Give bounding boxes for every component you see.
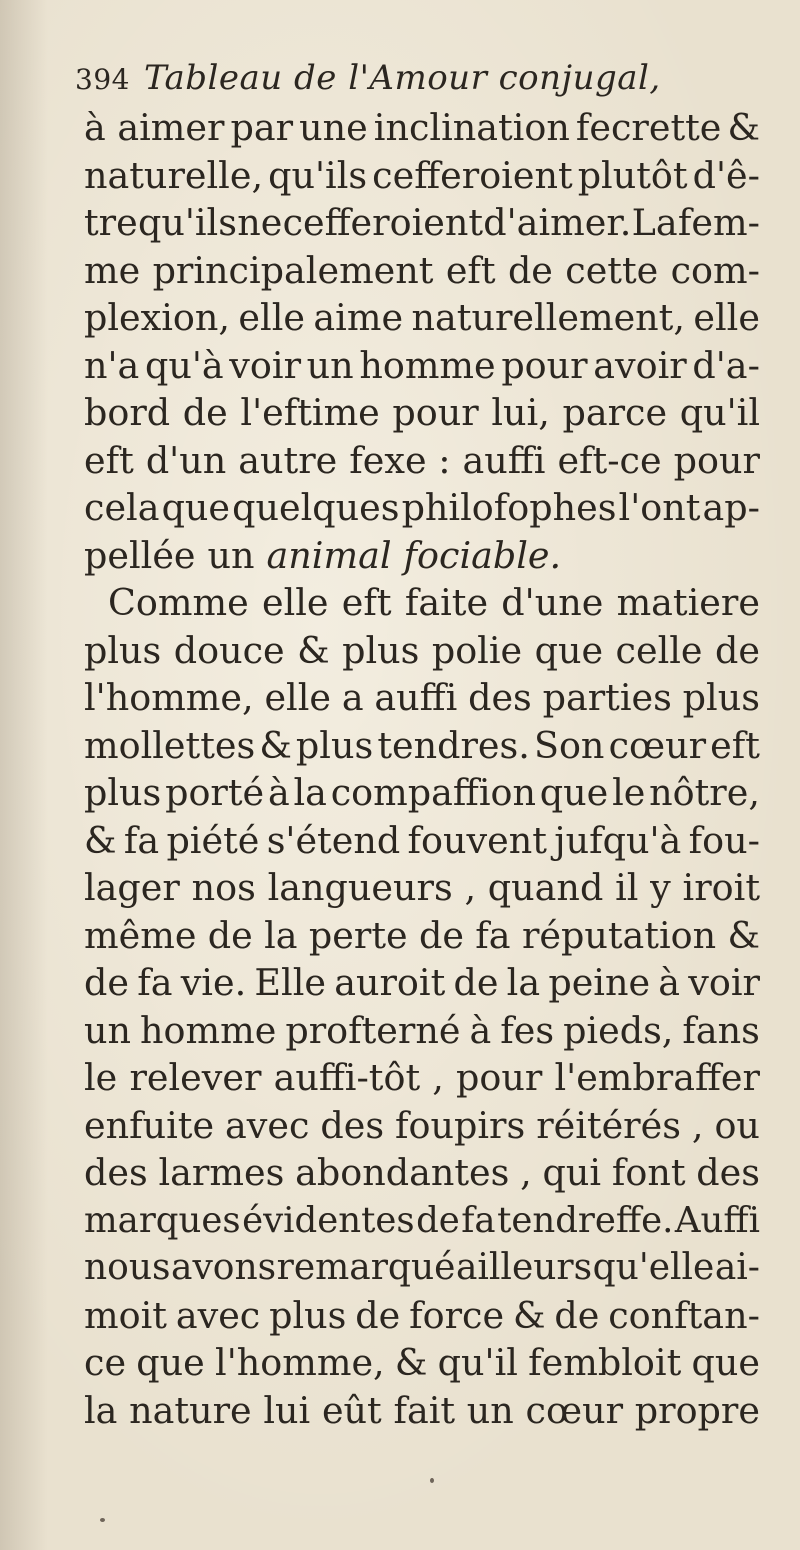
word: pour (392, 391, 479, 434)
word: aime (313, 296, 404, 339)
word: philofophes (401, 486, 617, 529)
word: fa (123, 818, 160, 862)
text-line (84, 959, 760, 1007)
word: de (182, 391, 228, 434)
word: Elle (254, 961, 326, 1004)
word: cela (84, 486, 160, 529)
word: a (341, 676, 364, 719)
word: pour (673, 438, 760, 482)
text-line (84, 389, 760, 437)
text-line (84, 627, 760, 675)
word: nature (129, 1388, 252, 1432)
word: de (554, 1293, 600, 1337)
word: d'ê- (692, 153, 760, 197)
word: même (84, 913, 197, 957)
word: qu'ils (268, 153, 368, 197)
page-gutter-shadow (0, 0, 48, 1550)
word: quand (487, 866, 604, 909)
word: l'homme, (215, 1341, 385, 1384)
word: mollettes (84, 723, 256, 767)
word: conftan- (608, 1293, 760, 1337)
word: fou- (688, 818, 760, 862)
word: un (207, 533, 255, 577)
word: de (418, 913, 464, 957)
word: tendreffe. (497, 1199, 674, 1241)
text-line (84, 342, 760, 390)
text-line (84, 152, 760, 200)
page-header (75, 58, 661, 100)
word: pieds, (563, 1008, 674, 1052)
word: réputation (521, 913, 717, 957)
text-line (84, 199, 760, 247)
word: à (267, 771, 290, 814)
word: relever (129, 1056, 262, 1099)
word: auffi-tôt (273, 1056, 421, 1099)
word: langueurs (267, 866, 453, 909)
text-line (84, 817, 760, 865)
word: de (355, 1293, 401, 1337)
word: plus (682, 676, 760, 719)
word: la (506, 961, 541, 1004)
word: que (136, 1341, 205, 1384)
word: Son (533, 723, 605, 767)
word: des (84, 1151, 148, 1194)
word: fa (461, 1199, 496, 1241)
word: de (207, 913, 253, 957)
word: iroit (682, 866, 760, 909)
word: cefferoient (282, 201, 484, 244)
word: de (84, 961, 129, 1004)
text-line (84, 1197, 760, 1245)
text-line (84, 532, 760, 580)
word: eût (321, 1388, 382, 1432)
word: d'aimer. (483, 201, 632, 244)
word: ap- (702, 486, 760, 529)
word: fes (500, 1008, 555, 1052)
word: & (727, 913, 760, 957)
word: fa (137, 961, 173, 1004)
word: & (84, 818, 117, 862)
word: réitérés (536, 1103, 681, 1147)
word: fouvent (407, 818, 547, 862)
word: des (320, 1103, 385, 1147)
word: principalement (152, 248, 434, 292)
word: jufqu'à (554, 818, 682, 862)
word: la (293, 771, 327, 814)
word: l'eftime (240, 391, 380, 434)
word: force (409, 1293, 505, 1337)
word: par (230, 106, 294, 149)
word: plus (295, 723, 374, 767)
word: peine (548, 961, 651, 1004)
word: fans (682, 1008, 760, 1052)
text-line (84, 294, 760, 342)
text-line (84, 484, 760, 532)
word: le (84, 1056, 118, 1099)
word: fociable. (403, 533, 562, 577)
word: que (161, 486, 231, 529)
word: La (631, 201, 678, 244)
word: & (727, 106, 760, 149)
text-line (84, 579, 760, 627)
word: piété (166, 818, 260, 862)
word: pellée (84, 533, 196, 577)
word: autre (238, 438, 338, 482)
word: qu'à (144, 343, 224, 387)
word: naturelle, (84, 153, 264, 197)
word: plus (84, 771, 162, 814)
word: enfuite (84, 1103, 215, 1147)
word: inclination (373, 106, 570, 149)
word: pour (456, 1056, 543, 1099)
word: fa (475, 913, 511, 957)
word: ce (84, 1341, 127, 1384)
word: bord (84, 391, 171, 434)
word: la (84, 1388, 118, 1432)
word: nôtre, (649, 771, 760, 814)
word: d'une (501, 581, 604, 624)
word: ai- (714, 1247, 760, 1288)
word: , (691, 1103, 704, 1147)
word: des (696, 1151, 760, 1194)
word: elle (264, 676, 331, 719)
text-line (84, 247, 760, 295)
word: s'étend (266, 818, 401, 862)
word: lager (84, 866, 180, 909)
word: avec (175, 1293, 261, 1337)
word: l'embraffer (554, 1056, 760, 1099)
page-number: 394 (75, 63, 130, 96)
word: à (469, 1008, 492, 1052)
word: un (306, 343, 354, 387)
word: plus (342, 628, 420, 672)
word: Auffi (674, 1199, 760, 1241)
word: com- (670, 248, 760, 292)
text-line (84, 437, 760, 485)
word: auffi (462, 438, 546, 482)
word: eft-ce (557, 438, 662, 482)
text-line (84, 769, 760, 817)
word: tendres. (377, 723, 530, 767)
word: & (259, 723, 292, 767)
word: homme (140, 1008, 277, 1052)
word: celle (615, 628, 703, 672)
word: animal (266, 533, 392, 577)
word: faite (404, 581, 489, 624)
word: l'homme, (84, 676, 254, 719)
text-line (84, 722, 760, 770)
word: lui (263, 1388, 311, 1432)
running-title: Tableau de l'Amour conjugal, (143, 58, 661, 98)
word: , (520, 1151, 532, 1194)
word: de (416, 1199, 460, 1241)
word: voir (229, 343, 302, 387)
word: plutôt (577, 153, 688, 197)
word: cette (565, 248, 659, 292)
word: propre (634, 1388, 760, 1432)
word: que (539, 771, 609, 814)
word: elle (238, 296, 305, 339)
word: des (468, 676, 532, 719)
text-line (84, 104, 760, 152)
word: elle (693, 296, 760, 339)
word: le (612, 771, 646, 814)
word: ailleurs (455, 1247, 593, 1288)
word: plus (269, 1293, 347, 1337)
word: lui, (491, 391, 550, 434)
word: eft (710, 723, 760, 767)
text-line (84, 1292, 760, 1340)
word: de (715, 628, 760, 672)
word: & (297, 628, 330, 672)
word: que (691, 1341, 760, 1384)
word: d'un (145, 438, 227, 482)
word: parce (562, 391, 668, 434)
word: profterné (285, 1008, 461, 1052)
word: Comme (108, 581, 249, 624)
word: une (299, 106, 368, 149)
word: cefferoient (372, 153, 573, 197)
word: matiere (616, 581, 760, 624)
word: parties (542, 676, 672, 719)
word: homme (359, 343, 496, 387)
word: , (432, 1056, 444, 1099)
word: eft (84, 438, 134, 482)
word: qui (542, 1151, 602, 1194)
word: naturellement, (411, 296, 685, 339)
word: moit (84, 1293, 167, 1337)
word: auroit (334, 961, 446, 1004)
word: n'a (84, 343, 140, 387)
word: vie. (180, 961, 247, 1004)
word: marques (84, 1199, 241, 1241)
word: cœur (608, 723, 707, 767)
word: me (84, 248, 141, 292)
text-line (84, 912, 760, 960)
word: tre (84, 201, 138, 244)
word: ou (714, 1103, 760, 1147)
word: un (466, 1388, 514, 1432)
word: à aimer (84, 106, 225, 149)
word: qu'il (679, 391, 760, 434)
word: & (394, 1341, 428, 1384)
word: il (615, 866, 639, 909)
word: un (84, 1008, 132, 1052)
word: remarqué (276, 1247, 456, 1288)
text-line (84, 864, 760, 912)
text-line (84, 1054, 760, 1102)
word: voir (688, 961, 760, 1004)
word: fembloit (528, 1341, 682, 1384)
word: évidentes (242, 1199, 415, 1241)
word: plus (84, 628, 162, 672)
word: compaffion (330, 771, 536, 814)
word: de (453, 961, 499, 1004)
word: avec (225, 1103, 310, 1147)
word: avoir (593, 343, 687, 387)
word: d'a- (692, 343, 760, 387)
word: , (464, 866, 477, 909)
word: perte (308, 913, 408, 957)
word: nous (84, 1247, 171, 1288)
word: ne (237, 201, 283, 244)
word: plexion, (84, 296, 230, 339)
word: fait (393, 1388, 456, 1432)
word: qu'elle (592, 1247, 715, 1288)
text-line (84, 1339, 760, 1387)
body-text (84, 104, 760, 1434)
word: auffi (374, 676, 458, 719)
word: fexe : (349, 438, 451, 482)
word: douce (173, 628, 285, 672)
word: larmes (158, 1151, 285, 1194)
ink-speck (100, 1518, 105, 1522)
text-line (84, 1244, 760, 1292)
word: elle (261, 581, 329, 624)
word: polie (431, 628, 523, 672)
word: que (534, 628, 604, 672)
word: qu'il (437, 1341, 518, 1384)
word: avons (171, 1247, 277, 1288)
word: eft (445, 248, 496, 292)
word: l'ont (618, 486, 701, 529)
text-line (84, 1149, 760, 1197)
word: eft (341, 581, 392, 624)
word: abondantes (295, 1151, 510, 1194)
word: la (264, 913, 298, 957)
word: à (658, 961, 681, 1004)
word: fecrette (575, 106, 722, 149)
text-line (84, 674, 760, 722)
ink-speck (430, 1478, 434, 1483)
text-line (84, 1387, 760, 1435)
word: porté (165, 771, 265, 814)
word: font (611, 1151, 686, 1194)
word: quelques (232, 486, 400, 529)
word: & (512, 1293, 546, 1337)
word: pour (501, 343, 588, 387)
word: fem- (677, 201, 760, 244)
word: cœur (525, 1388, 624, 1432)
word: nos (191, 866, 256, 909)
word: foupirs (395, 1103, 526, 1147)
word: de (507, 248, 553, 292)
text-line (84, 1102, 760, 1150)
text-line (84, 1007, 760, 1055)
word: y (650, 866, 671, 909)
word: qu'ils (137, 201, 237, 244)
